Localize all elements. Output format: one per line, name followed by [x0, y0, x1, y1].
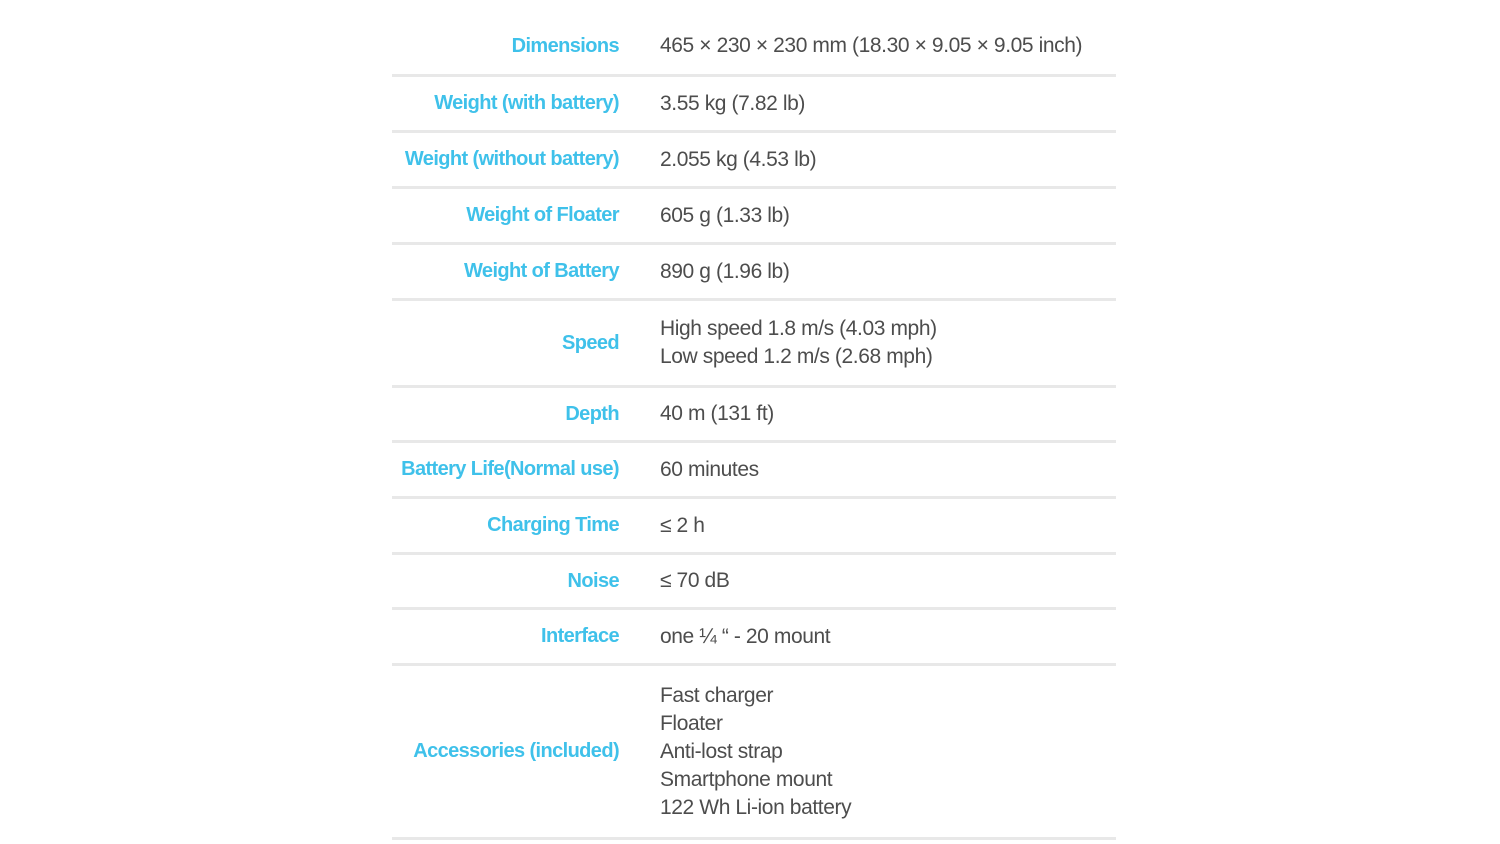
spec-value-line: 60 minutes — [660, 457, 759, 481]
spec-row-charging-time — [392, 499, 1116, 555]
spec-value — [619, 202, 789, 230]
spec-label: Noise — [567, 569, 619, 592]
spec-row-accessories — [392, 666, 1116, 840]
spec-value-line: Anti-lost strap — [660, 739, 783, 763]
spec-value — [619, 90, 805, 118]
spec-label: Interface — [541, 625, 619, 647]
spec-value-line: 605 g (1.33 lb) — [660, 203, 790, 227]
spec-row-weight-without-battery — [392, 133, 1116, 189]
spec-label: Depth — [565, 402, 619, 425]
spec-row-speed — [392, 301, 1116, 388]
spec-value-line: one ¼ “ - 20 mount — [660, 624, 831, 648]
spec-row-interface — [392, 610, 1116, 666]
spec-value-line: 122 Wh Li-ion battery — [660, 795, 852, 819]
spec-value-line: 890 g (1.96 lb) — [660, 259, 790, 283]
spec-value-line: Low speed 1.2 m/s (2.68 mph) — [660, 345, 933, 368]
spec-label: Battery Life(Normal use) — [401, 458, 619, 480]
spec-row-weight-of-battery — [392, 245, 1116, 301]
spec-value — [619, 32, 1082, 60]
spec-row-noise — [392, 555, 1116, 610]
spec-row-depth — [392, 388, 1116, 443]
spec-label: Accessories (included) — [413, 740, 619, 762]
spec-value-line: 465 × 230 × 230 mm (18.30 × 9.05 × 9.05 inch) — [660, 34, 1083, 57]
spec-value — [619, 682, 851, 822]
spec-label: Dimensions — [511, 34, 619, 57]
spec-value-line: Floater — [660, 711, 723, 735]
spec-value-line: 2.055 kg (4.53 lb) — [660, 147, 817, 171]
spec-value — [619, 315, 937, 371]
spec-label: Speed — [561, 331, 619, 354]
spec-value — [619, 146, 816, 174]
spec-value — [619, 567, 729, 595]
spec-row-battery-life — [392, 443, 1116, 499]
spec-label: Charging Time — [487, 514, 619, 536]
spec-table — [392, 18, 1116, 840]
spec-value — [619, 456, 759, 484]
spec-value-line: Smartphone mount — [660, 767, 833, 791]
spec-value-line: 3.55 kg (7.82 lb) — [660, 91, 805, 115]
spec-value-line: High speed 1.8 m/s (4.03 mph) — [660, 317, 937, 340]
spec-label: Weight (with battery) — [434, 92, 619, 114]
spec-value-line: ≤ 2 h — [660, 513, 705, 537]
spec-value — [619, 512, 705, 540]
spec-label: Weight (without battery) — [404, 148, 619, 170]
spec-value-line: 40 m (131 ft) — [660, 402, 774, 425]
spec-row-dimensions — [392, 18, 1116, 77]
spec-value — [619, 400, 774, 428]
spec-label: Weight of Floater — [466, 204, 619, 226]
spec-value-line: Fast charger — [660, 683, 774, 707]
spec-label: Weight of Battery — [464, 260, 619, 282]
spec-row-weight-with-battery — [392, 77, 1116, 133]
spec-row-weight-of-floater — [392, 189, 1116, 245]
spec-value — [619, 258, 789, 286]
spec-value-line: ≤ 70 dB — [660, 569, 730, 592]
spec-value — [619, 623, 830, 651]
